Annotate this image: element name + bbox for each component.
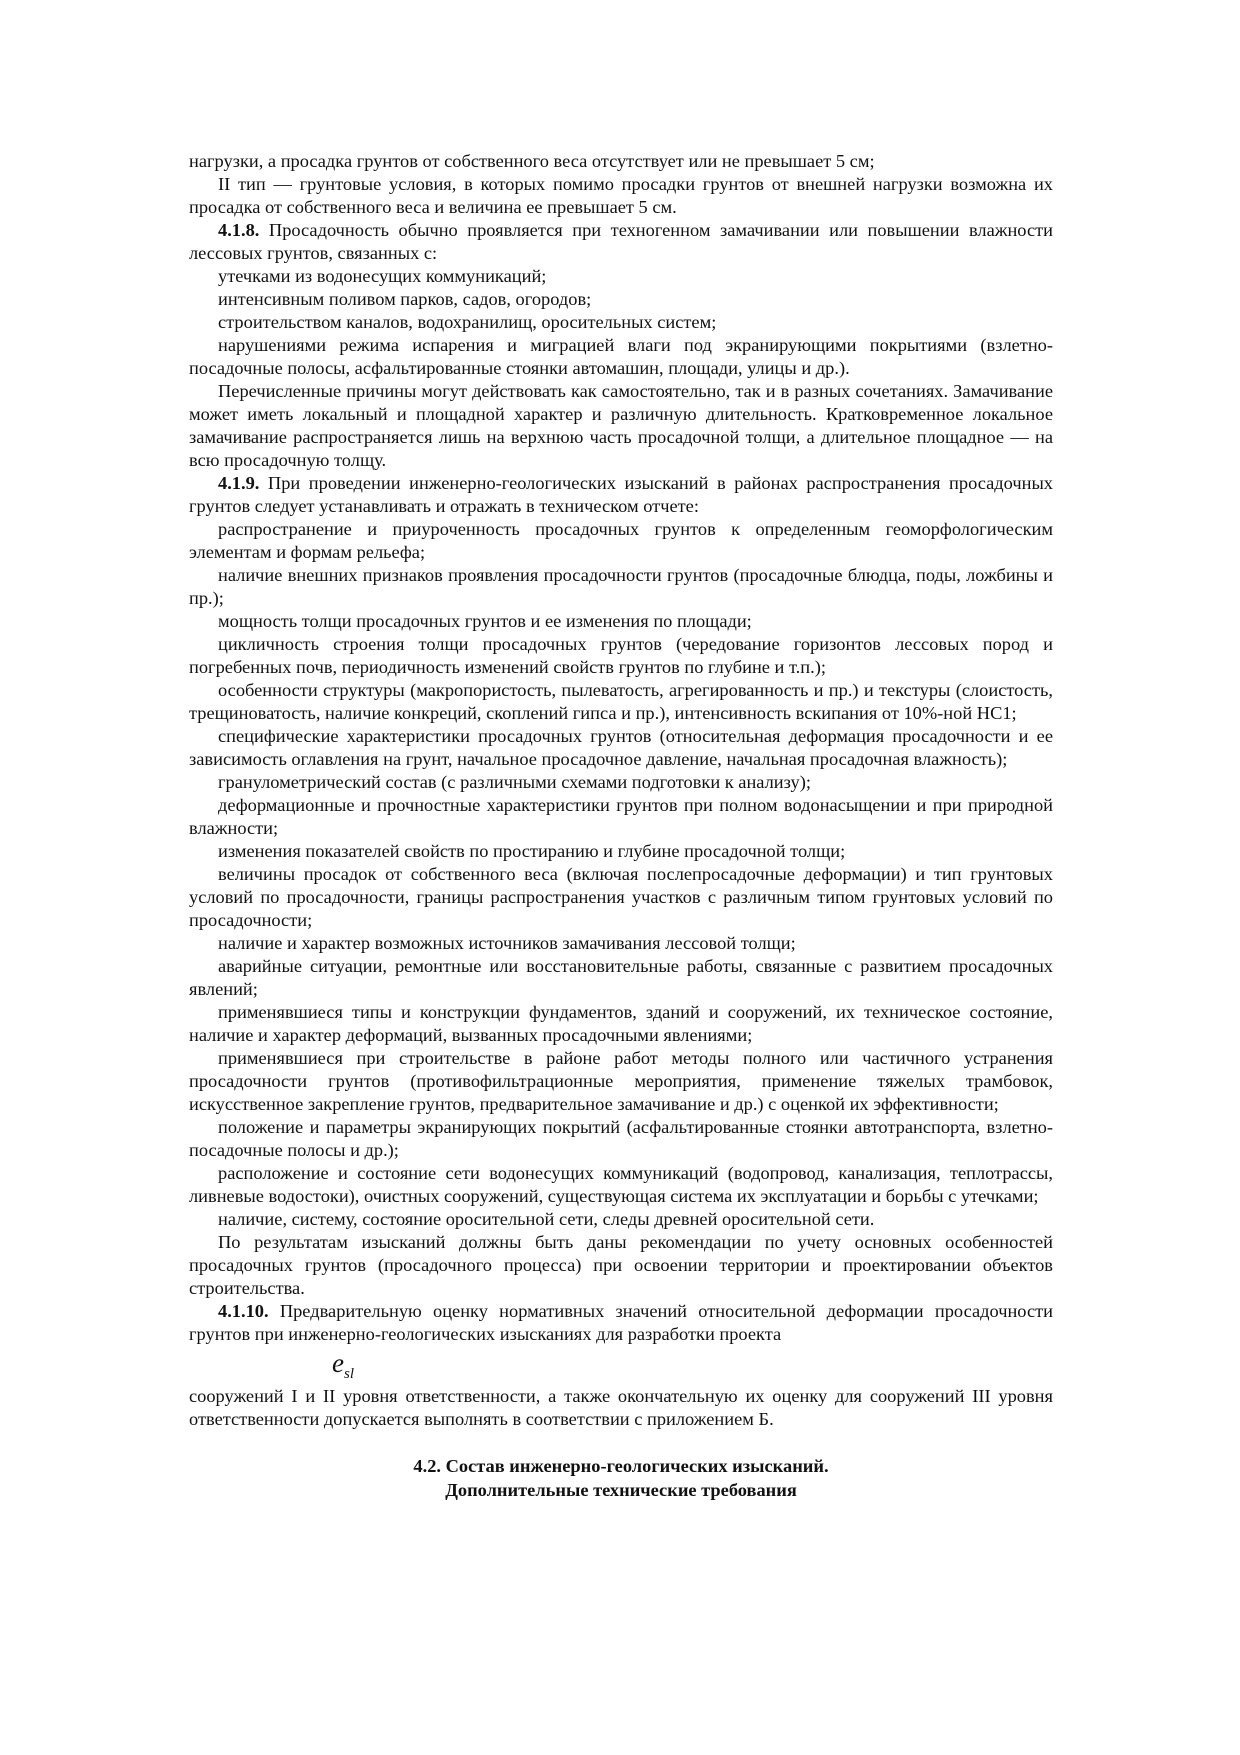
paragraph bbox=[189, 564, 1053, 610]
paragraph bbox=[189, 932, 1053, 955]
heading-line-1: 4.2. Состав инженерно-геологических изысканий. bbox=[413, 1456, 829, 1476]
paragraph bbox=[189, 150, 1053, 173]
paragraph bbox=[189, 610, 1053, 633]
paragraph bbox=[189, 955, 1053, 1001]
paragraph-text: деформационные и прочностные характеристики грунтов при полном водонасыщении и при природной влажности; bbox=[189, 795, 1053, 838]
paragraph bbox=[189, 1047, 1053, 1116]
paragraph-text: Перечисленные причины могут действовать как самостоятельно, так и в разных сочетаниях. Замачивание может иметь локальный и площадной характер и различную длительность. Кратковременное локальное замачивание распространяется лишь на верхнюю часть просадочной толщи, а длительное площадное — на всю просадочную толщу. bbox=[189, 381, 1053, 470]
paragraph bbox=[189, 380, 1053, 472]
paragraph bbox=[189, 288, 1053, 311]
paragraph bbox=[189, 1231, 1053, 1300]
formula-base: e bbox=[332, 1348, 344, 1378]
paragraph-text: По результатам изысканий должны быть даны рекомендации по учету основных особенностей просадочных грунтов (просадочного процесса) при освоении территории и проектировании объектов строительства. bbox=[189, 1232, 1053, 1298]
paragraph-list bbox=[189, 150, 1053, 1300]
paragraph-text: применявшиеся типы и конструкции фундаментов, зданий и сооружений, их техническое состояние, наличие и характер деформаций, вызванных просадочными явлениями; bbox=[189, 1002, 1053, 1045]
paragraph-text: цикличность строения толщи просадочных грунтов (чередование горизонтов лессовых пород и погребенных почв, периодичность изменений свойств грунтов по глубине и т.п.); bbox=[189, 634, 1053, 677]
paragraph-text: При проведении инженерно-геологических изысканий в районах распространения просадочных грунтов следует устанавливать и отражать в техническом отчете: bbox=[189, 473, 1053, 516]
paragraph-continuation: сооружений I и II уровня ответственности, а также окончательную их оценку для сооружений III уровня ответственности допускается выполнять в соответствии с приложением Б. bbox=[189, 1386, 1053, 1429]
paragraph bbox=[189, 725, 1053, 771]
paragraph bbox=[189, 311, 1053, 334]
paragraph bbox=[189, 633, 1053, 679]
paragraph bbox=[189, 219, 1053, 265]
paragraph bbox=[189, 265, 1053, 288]
paragraph bbox=[189, 771, 1053, 794]
formula-esl bbox=[332, 1348, 354, 1389]
paragraph-text: Предварительную оценку нормативных значений относительной деформации просадочности грунтов при инженерно-геологических изысканиях для разработки проекта bbox=[189, 1301, 1053, 1344]
paragraph-text: наличие, систему, состояние оросительной сети, следы древней оросительной сети. bbox=[218, 1209, 875, 1229]
section-number: 4.1.8. bbox=[218, 220, 260, 240]
section-heading bbox=[189, 1454, 1053, 1502]
paragraph bbox=[189, 1001, 1053, 1047]
paragraph-text: специфические характеристики просадочных грунтов (относительная деформация просадочности и ее зависимость оглавления на грунт, начальное просадочное давление, начальная просадочная влажность); bbox=[189, 726, 1053, 769]
paragraph-text: изменения показателей свойств по простиранию и глубине просадочной толщи; bbox=[218, 841, 846, 861]
document-page bbox=[189, 150, 1053, 1502]
paragraph-text: строительством каналов, водохранилищ, оросительных систем; bbox=[218, 312, 717, 332]
paragraph-text: нагрузки, а просадка грунтов от собственного веса отсутствует или не превышает 5 см; bbox=[189, 151, 875, 171]
paragraph-text: интенсивным поливом парков, садов, огородов; bbox=[218, 289, 592, 309]
paragraph bbox=[189, 518, 1053, 564]
paragraph-text: применявшиеся при строительстве в районе работ методы полного или частичного устранения просадочности грунтов (противофильтрационные мероприятия, применение тяжелых трамбовок, искусственное закрепление грунтов, предварительное замачивание и др.) с оценкой их эффективности; bbox=[189, 1048, 1053, 1114]
paragraph bbox=[189, 863, 1053, 932]
paragraph bbox=[189, 472, 1053, 518]
paragraph-4-1-10 bbox=[189, 1300, 1053, 1346]
formula-subscript: sl bbox=[343, 1366, 354, 1382]
paragraph-text: наличие и характер возможных источников замачивания лессовой толщи; bbox=[218, 933, 796, 953]
paragraph-text: величины просадок от собственного веса (включая послепросадочные деформации) и тип грунтовых условий по просадочности, границы распространения участков с различным типом грунтовых условий по просадочности; bbox=[189, 864, 1053, 930]
paragraph-text: Просадочность обычно проявляется при техногенном замачивании или повышении влажности лессовых грунтов, связанных с: bbox=[189, 220, 1053, 263]
paragraph-text: аварийные ситуации, ремонтные или восстановительные работы, связанные с развитием просадочных явлений; bbox=[189, 956, 1053, 999]
paragraph-text: особенности структуры (макропористость, пылеватость, агрегированность и пр.) и текстуры (слоистость, трещиноватость, наличие конкреций, скоплений гипса и пр.), интенсивность вскипания от 10%-ной НС1; bbox=[189, 680, 1053, 723]
paragraph-text: мощность толщи просадочных грунтов и ее изменения по площади; bbox=[218, 611, 752, 631]
paragraph-text: II тип — грунтовые условия, в которых помимо просадки грунтов от внешней нагрузки возможна их просадка от собственного веса и величина ее превышает 5 см. bbox=[189, 174, 1053, 217]
paragraph bbox=[189, 1116, 1053, 1162]
formula-line bbox=[189, 1346, 1053, 1385]
paragraph bbox=[189, 334, 1053, 380]
paragraph-text: расположение и состояние сети водонесущих коммуникаций (водопровод, канализация, теплотрассы, ливневые водостоки), очистных сооружений, существующая система их эксплуатации и борьбы с утечками; bbox=[189, 1163, 1053, 1206]
section-number: 4.1.9. bbox=[218, 473, 260, 493]
paragraph bbox=[189, 173, 1053, 219]
paragraph bbox=[189, 1162, 1053, 1208]
section-number: 4.1.10. bbox=[218, 1301, 269, 1321]
paragraph bbox=[189, 1208, 1053, 1231]
paragraph bbox=[189, 679, 1053, 725]
paragraph-text: гранулометрический состав (с различными схемами подготовки к анализу); bbox=[218, 772, 811, 792]
paragraph-text: нарушениями режима испарения и миграцией влаги под экранирующими покрытиями (взлетно-посадочные полосы, асфальтированные стоянки автомашин, площади, улицы и др.). bbox=[189, 335, 1053, 378]
heading-line-2: Дополнительные технические требования bbox=[445, 1480, 797, 1500]
paragraph-text: распространение и приуроченность просадочных грунтов к определенным геоморфологическим элементам и формам рельефа; bbox=[189, 519, 1053, 562]
paragraph bbox=[189, 794, 1053, 840]
paragraph-text: положение и параметры экранирующих покрытий (асфальтированные стоянки автотранспорта, взлетно-посадочные полосы и др.); bbox=[189, 1117, 1053, 1160]
paragraph-text: наличие внешних признаков проявления просадочности грунтов (просадочные блюдца, поды, ложбины и пр.); bbox=[189, 565, 1053, 608]
paragraph bbox=[189, 840, 1053, 863]
paragraph-text: утечками из водонесущих коммуникаций; bbox=[218, 266, 547, 286]
